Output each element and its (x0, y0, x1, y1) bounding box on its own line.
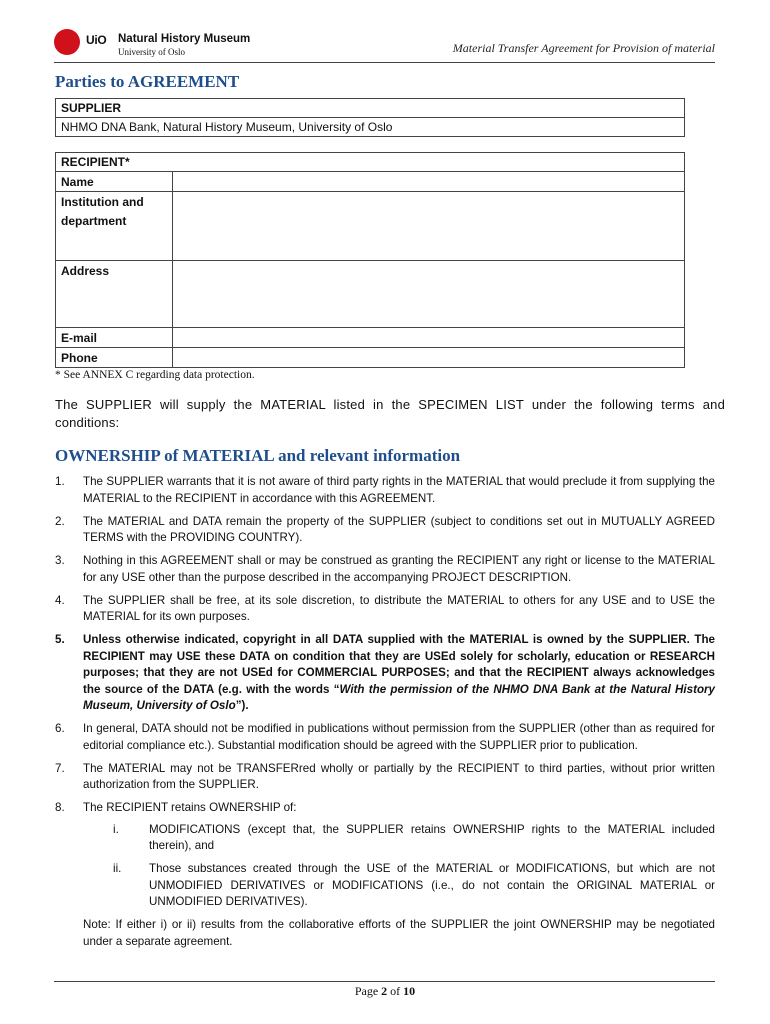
recipient-label: RECIPIENT* (56, 153, 684, 172)
intro-paragraph: The SUPPLIER will supply the MATERIAL listed in the SPECIMEN LIST under the following terms and conditions: (55, 397, 725, 430)
clause-8-subclauses (83, 822, 715, 911)
clause-number: 3. (55, 554, 65, 567)
page-of: of (390, 984, 401, 998)
field-input-address[interactable] (173, 261, 684, 327)
recipient-row-institution (56, 192, 684, 261)
ownership-heading: OWNERSHIP of MATERIAL and relevant information (55, 446, 461, 465)
clause-number: 7. (55, 761, 65, 775)
clause-number: 6. (55, 722, 65, 735)
field-input-name[interactable] (173, 172, 684, 191)
subclause-number: ii. (113, 862, 122, 875)
supplier-table (55, 98, 685, 137)
parties-heading: Parties to AGREEMENT (55, 72, 240, 91)
clause-number: 2. (55, 514, 65, 528)
supplier-label: SUPPLIER (56, 99, 684, 118)
clause-text: The RECIPIENT retains OWNERSHIP of: (83, 801, 297, 814)
data-protection-footnote: * See ANNEX C regarding data protection. (55, 369, 255, 381)
clause-text: Nothing in this AGREEMENT shall or may be construed as granting the RECIPIENT any right or license to the MATERIAL for any USE other than the purpose described in the accompanying PROJECT DESCRIPTION. (83, 554, 715, 584)
field-label-email: E-mail (56, 328, 173, 347)
recipient-row-name (56, 172, 684, 192)
clause-text: The SUPPLIER warrants that it is not aware of third party rights in the MATERIAL that would preclude it from supplying the MATERIAL to the RECIPIENT in accordance with this AGREEMENT. (83, 475, 715, 505)
footer-divider (54, 981, 715, 982)
subclause-text: Those substances created through the USE of the MATERIAL or MODIFICATIONS, but which are not UNMODIFIED DERIVATIVES or MODIFICATIONS (i.e., do not contain the ORIGINAL MATERIAL or UNMODIFIED DERIVATIVES). (149, 862, 715, 908)
field-label-name: Name (56, 172, 173, 191)
subclause-i (83, 822, 715, 855)
page-total: 10 (403, 984, 416, 998)
clause-text: Unless otherwise indicated, copyright in all DATA supplied with the MATERIAL is owned by the SUPPLIER. The RECIPIENT may USE these DATA on condition that they are USEd solely for scholarly, education or RESEARCH purposes; that they are not USEd for COMMERCIAL PURPOSES; and that the RECIPIENT always acknowledges the source of the DATA (e.g. with the words “ (83, 633, 715, 696)
page-number (0, 984, 770, 999)
clause-attribution-text: With the permission of the NHMO DNA Bank at the Natural History Museum, University of Oslo (83, 682, 716, 712)
clause-text: The SUPPLIER shall be free, at its sole discretion, to distribute the MATERIAL to others for any USE and to USE the MATERIAL for its own purposes. (83, 593, 715, 623)
header-divider (54, 62, 715, 63)
page-current: 2 (381, 984, 388, 998)
clause-1 (55, 474, 715, 507)
clause-3 (55, 553, 715, 586)
clause-2 (55, 514, 715, 547)
clause-8 (55, 800, 715, 950)
field-label-institution: Institution and department (56, 192, 173, 260)
ownership-clauses (55, 474, 715, 957)
clause-number: 8. (55, 801, 65, 814)
field-label-address: Address (56, 261, 173, 327)
logo-uio-text: UiO (86, 33, 107, 47)
recipient-row-address (56, 261, 684, 328)
subclause-ii (83, 861, 715, 911)
clause-4 (55, 593, 715, 626)
clause-5 (55, 632, 715, 715)
clause-number: 4. (55, 593, 65, 607)
page-prefix: Page (354, 984, 379, 998)
subclause-number: i. (113, 822, 119, 836)
field-input-institution[interactable] (173, 192, 684, 260)
field-input-email[interactable] (173, 328, 684, 347)
clause-text: The MATERIAL may not be TRANSFERred wholly or partially by the RECIPIENT to third parties, without prior written authorization from the SUPPLIER. (83, 761, 715, 791)
logo-museum-text: Natural History Museum (118, 33, 251, 45)
ownership-note: Note: If either i) or ii) results from the collaborative efforts of the SUPPLIER the joint OWNERSHIP may be negotiated under a separate agreement. (83, 918, 715, 948)
clause-text-end: ”). (235, 699, 249, 712)
supplier-value: NHMO DNA Bank, Natural History Museum, University of Oslo (61, 120, 393, 134)
subclause-text: MODIFICATIONS (except that, the SUPPLIER retains OWNERSHIP rights to the MATERIAL included therein), and (149, 822, 715, 852)
clause-text: The MATERIAL and DATA remain the property of the SUPPLIER (subject to conditions set out in MUTUALLY AGREED TERMS with the PROVIDING COUNTRY). (83, 514, 715, 544)
clause-text: In general, DATA should not be modified in publications without permission from the SUPPLIER (other than as required for editorial compliance etc.). Substantial modification should be agreed with the SUPPLIER prior to publication. (83, 722, 715, 752)
clause-number: 1. (55, 475, 65, 488)
uio-seal-icon (54, 29, 80, 55)
clause-6 (55, 721, 715, 754)
recipient-row-email (56, 328, 684, 348)
recipient-row-phone (56, 348, 684, 367)
field-input-phone[interactable] (173, 348, 684, 367)
logo-university-text: University of Oslo (118, 47, 185, 57)
running-title: Material Transfer Agreement for Provision of material (452, 41, 715, 55)
clause-7 (55, 761, 715, 794)
recipient-table (55, 152, 685, 368)
uio-logo (54, 29, 254, 59)
clause-number: 5. (55, 633, 65, 646)
field-label-phone: Phone (56, 348, 173, 367)
